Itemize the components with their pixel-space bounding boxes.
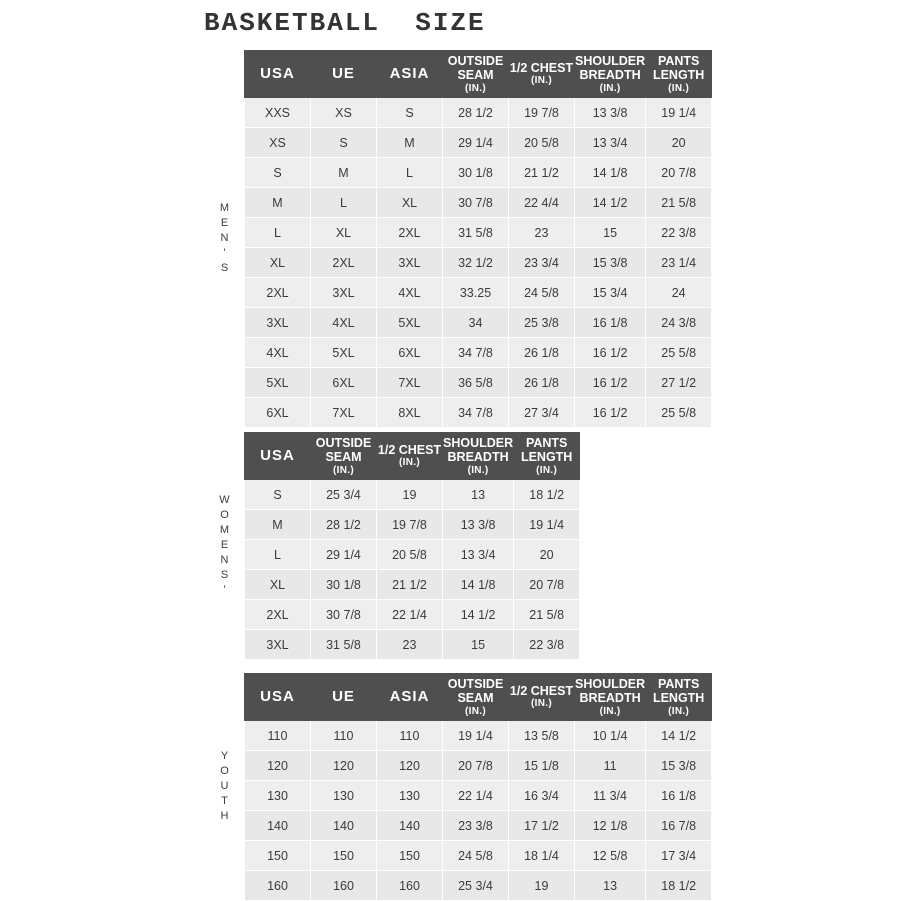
table-cell: 18 1/2: [514, 480, 580, 510]
table-cell: 14 1/2: [443, 600, 514, 630]
column-header-pants-length: PANTS LENGTH (IN.): [514, 433, 580, 480]
table-cell: 13 3/8: [575, 98, 646, 128]
page-title: BASKETBALL SIZE: [204, 8, 486, 38]
table-cell-size: 2XL: [245, 278, 311, 308]
table-cell-size: XL: [245, 570, 311, 600]
table-cell: 24 5/8: [443, 841, 509, 871]
table-cell: 12 5/8: [575, 841, 646, 871]
table-cell: 120: [311, 751, 377, 781]
table-row: [245, 510, 580, 540]
table-cell: 13 3/8: [443, 510, 514, 540]
table-cell: 15 1/8: [509, 751, 575, 781]
column-header-pants-length: PANTS LENGTH (IN.): [646, 674, 712, 721]
table-cell: 2XL: [377, 218, 443, 248]
table-header-row: [245, 433, 580, 480]
table-cell: 25 5/8: [646, 398, 712, 428]
column-header-usa: USA: [245, 51, 311, 98]
table-cell: 15 3/4: [575, 278, 646, 308]
column-header-half-chest: 1/2 CHEST (IN.): [509, 51, 575, 98]
table-cell: 160: [377, 871, 443, 901]
column-header-shoulder-breadth: SHOULDER BREADTH (IN.): [575, 674, 646, 721]
section-label-youth-text: YOUTH: [218, 749, 231, 825]
table-cell: 22 3/8: [646, 218, 712, 248]
table-cell-size: 150: [245, 841, 311, 871]
table-cell: 34 7/8: [443, 398, 509, 428]
table-cell: 13 5/8: [509, 721, 575, 751]
table-cell-size: 2XL: [245, 600, 311, 630]
table-cell: 29 1/4: [311, 540, 377, 570]
table-row: [245, 540, 580, 570]
table-cell: 28 1/2: [443, 98, 509, 128]
table-cell: 13 3/4: [443, 540, 514, 570]
column-header-usa: USA: [245, 433, 311, 480]
table-row: [245, 398, 712, 428]
table-cell: 15: [575, 218, 646, 248]
table-cell: 6XL: [311, 368, 377, 398]
table-cell-size: L: [245, 540, 311, 570]
table-cell: 34 7/8: [443, 338, 509, 368]
table-cell: 15 3/8: [575, 248, 646, 278]
table-row: [245, 248, 712, 278]
table-cell: 21 5/8: [646, 188, 712, 218]
table-cell: 19: [377, 480, 443, 510]
table-cell: 130: [311, 781, 377, 811]
table-cell: M: [377, 128, 443, 158]
column-header-outside-seam: OUTSIDE SEAM (IN.): [443, 674, 509, 721]
table-cell: 28 1/2: [311, 510, 377, 540]
table-cell: 110: [311, 721, 377, 751]
table-cell: 15 3/8: [646, 751, 712, 781]
column-header-outside-seam: OUTSIDE SEAM (IN.): [311, 433, 377, 480]
table-cell: 16 1/8: [575, 308, 646, 338]
table-cell: 4XL: [311, 308, 377, 338]
table-cell: 23: [377, 630, 443, 660]
table-cell: 27 1/2: [646, 368, 712, 398]
table-cell: M: [311, 158, 377, 188]
table-cell: 16 1/2: [575, 368, 646, 398]
table-row: [245, 600, 580, 630]
table-cell: 30 1/8: [311, 570, 377, 600]
table-cell: 32 1/2: [443, 248, 509, 278]
table-cell: 26 1/8: [509, 368, 575, 398]
column-header-half-chest: 1/2 CHEST (IN.): [377, 433, 443, 480]
table-row: [245, 841, 712, 871]
youth-size-table: [244, 673, 712, 901]
womens-size-block: [204, 432, 580, 660]
column-header-shoulder-breadth: SHOULDER BREADTH (IN.): [443, 433, 514, 480]
table-cell: 10 1/4: [575, 721, 646, 751]
column-header-shoulder-breadth: SHOULDER BREADTH (IN.): [575, 51, 646, 98]
mens-size-block: [204, 50, 712, 428]
table-cell-size: 120: [245, 751, 311, 781]
table-cell: 19 7/8: [377, 510, 443, 540]
table-cell: 23 3/8: [443, 811, 509, 841]
table-cell: 31 5/8: [311, 630, 377, 660]
table-cell: 22 3/8: [514, 630, 580, 660]
table-row: [245, 630, 580, 660]
table-cell: 3XL: [311, 278, 377, 308]
column-header-half-chest: 1/2 CHEST (IN.): [509, 674, 575, 721]
table-cell-size: 130: [245, 781, 311, 811]
table-cell: 36 5/8: [443, 368, 509, 398]
table-cell: L: [377, 158, 443, 188]
table-cell: 34: [443, 308, 509, 338]
table-cell-size: 5XL: [245, 368, 311, 398]
table-cell: 130: [377, 781, 443, 811]
table-header-row: [245, 674, 712, 721]
table-cell-size: S: [245, 480, 311, 510]
table-cell: 20 5/8: [509, 128, 575, 158]
table-cell: 140: [377, 811, 443, 841]
table-cell-size: M: [245, 510, 311, 540]
table-cell: 30 7/8: [443, 188, 509, 218]
table-row: [245, 188, 712, 218]
table-cell-size: S: [245, 158, 311, 188]
table-cell: 21 1/2: [377, 570, 443, 600]
table-cell: 11 3/4: [575, 781, 646, 811]
table-cell: 17 1/2: [509, 811, 575, 841]
table-cell: 26 1/8: [509, 338, 575, 368]
table-cell: 19 1/4: [443, 721, 509, 751]
table-cell: 2XL: [311, 248, 377, 278]
column-header-outside-seam: OUTSIDE SEAM (IN.): [443, 51, 509, 98]
table-cell: 7XL: [311, 398, 377, 428]
table-row: [245, 278, 712, 308]
table-cell: 27 3/4: [509, 398, 575, 428]
youth-size-block: [204, 673, 712, 901]
mens-table-body: [245, 98, 712, 428]
section-label-womens-text: WOMENS': [218, 493, 231, 599]
table-cell: 14 1/8: [443, 570, 514, 600]
table-cell: 22 1/4: [443, 781, 509, 811]
table-cell: 16 3/4: [509, 781, 575, 811]
table-cell: 17 3/4: [646, 841, 712, 871]
table-cell: 20 7/8: [646, 158, 712, 188]
table-cell: 19 1/4: [514, 510, 580, 540]
table-cell: 13: [575, 871, 646, 901]
table-cell: 20: [646, 128, 712, 158]
table-row: [245, 338, 712, 368]
table-row: [245, 480, 580, 510]
mens-size-table: [244, 50, 712, 428]
table-header-row: [245, 51, 712, 98]
table-cell: 150: [377, 841, 443, 871]
table-cell: 20: [514, 540, 580, 570]
table-cell: 110: [377, 721, 443, 751]
table-cell-size: 3XL: [245, 630, 311, 660]
table-cell: XL: [311, 218, 377, 248]
table-row: [245, 158, 712, 188]
table-cell: 30 7/8: [311, 600, 377, 630]
table-cell: 12 1/8: [575, 811, 646, 841]
table-cell-size: 160: [245, 871, 311, 901]
section-label-mens-text: MEN'S: [218, 201, 231, 277]
table-cell-size: XL: [245, 248, 311, 278]
table-cell-size: 110: [245, 721, 311, 751]
table-cell: XS: [311, 98, 377, 128]
table-cell-size: 140: [245, 811, 311, 841]
table-cell: 24 3/8: [646, 308, 712, 338]
table-cell: 14 1/2: [575, 188, 646, 218]
table-cell-size: XS: [245, 128, 311, 158]
table-row: [245, 811, 712, 841]
table-cell: 6XL: [377, 338, 443, 368]
table-cell: 7XL: [377, 368, 443, 398]
table-cell: 3XL: [377, 248, 443, 278]
table-cell: 15: [443, 630, 514, 660]
table-cell: 5XL: [311, 338, 377, 368]
table-cell: XL: [377, 188, 443, 218]
table-cell: 16 1/8: [646, 781, 712, 811]
table-row: [245, 308, 712, 338]
table-row: [245, 128, 712, 158]
table-cell: 120: [377, 751, 443, 781]
table-cell: 22 4/4: [509, 188, 575, 218]
table-cell: 13: [443, 480, 514, 510]
table-cell: 19 1/4: [646, 98, 712, 128]
table-cell: 19: [509, 871, 575, 901]
table-cell: 23 1/4: [646, 248, 712, 278]
section-label-youth: [204, 673, 244, 901]
column-header-ue: UE: [311, 51, 377, 98]
table-cell-size: 4XL: [245, 338, 311, 368]
table-cell: 160: [311, 871, 377, 901]
column-header-asia: ASIA: [377, 51, 443, 98]
table-cell: 20 5/8: [377, 540, 443, 570]
womens-table-body: [245, 480, 580, 660]
table-cell: S: [377, 98, 443, 128]
table-cell: 21 1/2: [509, 158, 575, 188]
section-label-womens: [204, 432, 244, 660]
table-cell: 23: [509, 218, 575, 248]
table-cell: 18 1/2: [646, 871, 712, 901]
table-row: [245, 218, 712, 248]
table-row: [245, 721, 712, 751]
table-cell: 4XL: [377, 278, 443, 308]
table-cell: 20 7/8: [443, 751, 509, 781]
table-row: [245, 98, 712, 128]
table-cell: 33.25: [443, 278, 509, 308]
table-cell: 11: [575, 751, 646, 781]
table-cell: 16 1/2: [575, 338, 646, 368]
table-cell: 29 1/4: [443, 128, 509, 158]
table-row: [245, 871, 712, 901]
table-cell: 25 3/4: [443, 871, 509, 901]
table-cell: 140: [311, 811, 377, 841]
table-cell: S: [311, 128, 377, 158]
table-row: [245, 751, 712, 781]
table-cell: 16 7/8: [646, 811, 712, 841]
table-cell: 16 1/2: [575, 398, 646, 428]
table-cell: 13 3/4: [575, 128, 646, 158]
table-row: [245, 570, 580, 600]
table-cell: 24 5/8: [509, 278, 575, 308]
table-cell-size: M: [245, 188, 311, 218]
table-cell: 25 5/8: [646, 338, 712, 368]
table-cell-size: 6XL: [245, 398, 311, 428]
column-header-ue: UE: [311, 674, 377, 721]
table-cell: 5XL: [377, 308, 443, 338]
table-row: [245, 368, 712, 398]
column-header-pants-length: PANTS LENGTH (IN.): [646, 51, 712, 98]
table-cell: 25 3/8: [509, 308, 575, 338]
table-row: [245, 781, 712, 811]
section-label-mens: [204, 50, 244, 428]
table-cell: 19 7/8: [509, 98, 575, 128]
womens-size-table: [244, 432, 580, 660]
table-cell-size: 3XL: [245, 308, 311, 338]
table-cell: 21 5/8: [514, 600, 580, 630]
table-cell: 14 1/8: [575, 158, 646, 188]
table-cell: L: [311, 188, 377, 218]
table-cell: 31 5/8: [443, 218, 509, 248]
table-cell: 24: [646, 278, 712, 308]
table-cell: 30 1/8: [443, 158, 509, 188]
table-cell: 25 3/4: [311, 480, 377, 510]
youth-table-body: [245, 721, 712, 901]
table-cell: 20 7/8: [514, 570, 580, 600]
column-header-asia: ASIA: [377, 674, 443, 721]
table-cell: 23 3/4: [509, 248, 575, 278]
table-cell: 18 1/4: [509, 841, 575, 871]
table-cell: 150: [311, 841, 377, 871]
table-cell-size: XXS: [245, 98, 311, 128]
table-cell: 22 1/4: [377, 600, 443, 630]
table-cell-size: L: [245, 218, 311, 248]
table-cell: 14 1/2: [646, 721, 712, 751]
table-cell: 8XL: [377, 398, 443, 428]
column-header-usa: USA: [245, 674, 311, 721]
